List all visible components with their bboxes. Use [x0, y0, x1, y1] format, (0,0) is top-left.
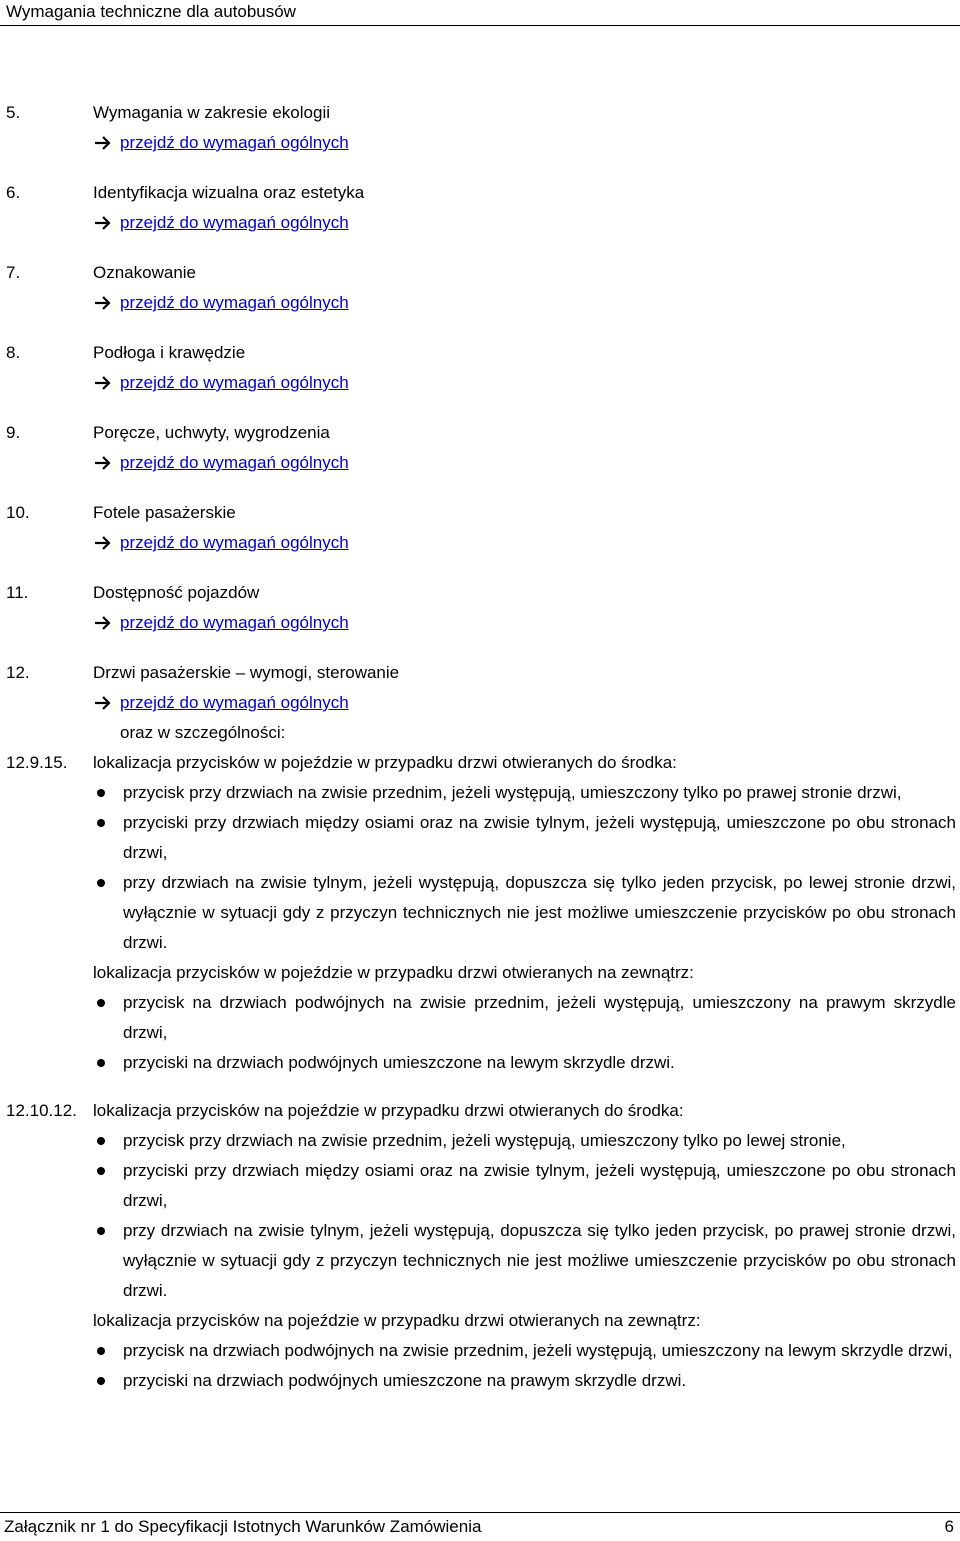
- general-requirements-link[interactable]: przejdź do wymagań ogólnych: [120, 693, 349, 712]
- general-requirements-link[interactable]: przejdź do wymagań ogólnych: [120, 293, 349, 312]
- general-requirements-link[interactable]: przejdź do wymagań ogólnych: [120, 533, 349, 552]
- list-item: przyciski na drzwiach podwójnych umieszczone na lewym skrzydle drzwi.: [0, 1048, 960, 1078]
- section-title: Poręcze, uchwyty, wygrodzenia: [93, 423, 330, 442]
- section-number: 9.: [6, 423, 21, 442]
- footer-text: Załącznik nr 1 do Specyfikacji Istotnych Warunków Zamówienia: [4, 1517, 482, 1536]
- section-12: [0, 658, 960, 748]
- section-note: oraz w szczególności:: [120, 723, 286, 742]
- section-11: [0, 578, 960, 638]
- requirement-12-10-12: [0, 1096, 960, 1396]
- bullet-icon: [97, 1137, 105, 1145]
- section-number: 12.: [6, 663, 30, 682]
- document-title: Wymagania techniczne dla autobusów: [6, 2, 296, 21]
- bullet-list: [0, 1126, 960, 1306]
- bullet-icon: [97, 999, 105, 1007]
- section-number: 11.: [6, 583, 29, 602]
- section-title: Podłoga i krawędzie: [93, 343, 246, 362]
- section-7: [0, 258, 960, 318]
- bullet-icon: [97, 819, 105, 827]
- bullet-icon: [97, 1167, 105, 1175]
- bullet-icon: [97, 879, 105, 887]
- requirement-intro: lokalizacja przycisków w pojeździe w przypadku drzwi otwieranych do środka:: [93, 753, 677, 772]
- list-item: przy drzwiach na zwisie tylnym, jeżeli występują, dopuszcza się tylko jeden przycisk, po prawej stronie drzwi, wyłącznie w sytuacji gdy z przyczyn technicznych nie jest możliwe umieszczenie przycisków po obu stronach drzwi.: [0, 1216, 960, 1306]
- list-item: przycisk przy drzwiach na zwisie przednim, jeżeli występują, umieszczony tylko po lewej stronie,: [0, 1126, 960, 1156]
- general-requirements-link[interactable]: przejdź do wymagań ogólnych: [120, 373, 349, 392]
- bullet-list: [0, 988, 960, 1078]
- bullet-icon: [97, 789, 105, 797]
- arrow-right-icon: [93, 448, 113, 478]
- bullet-icon: [97, 1227, 105, 1235]
- document-body: [0, 98, 960, 1396]
- general-requirements-link[interactable]: przejdź do wymagań ogólnych: [120, 453, 349, 472]
- bullet-icon: [97, 1377, 105, 1385]
- requirement-intro-outward: lokalizacja przycisków w pojeździe w przypadku drzwi otwieranych na zewnątrz:: [93, 963, 694, 982]
- section-title: Wymagania w zakresie ekologii: [93, 103, 331, 122]
- list-item: przy drzwiach na zwisie tylnym, jeżeli występują, dopuszcza się tylko jeden przycisk, po lewej stronie drzwi, wyłącznie w sytuacji gdy z przyczyn technicznych nie jest możliwe umieszczenie przycisków po obu stronach drzwi.: [0, 868, 960, 958]
- list-item: przycisk na drzwiach podwójnych na zwisie przednim, jeżeli występują, umieszczony na prawym skrzydle drzwi,: [0, 988, 960, 1048]
- general-requirements-link[interactable]: przejdź do wymagań ogólnych: [120, 213, 349, 232]
- requirement-number: 12.10.12.: [6, 1101, 77, 1120]
- bullet-list: [0, 778, 960, 958]
- requirement-intro: lokalizacja przycisków na pojeździe w przypadku drzwi otwieranych do środka:: [93, 1101, 684, 1120]
- arrow-right-icon: [93, 288, 113, 318]
- list-item: przycisk przy drzwiach na zwisie przednim, jeżeli występują, umieszczony tylko po prawej stronie drzwi,: [0, 778, 960, 808]
- arrow-right-icon: [93, 528, 113, 558]
- arrow-right-icon: [93, 208, 113, 238]
- section-title: Drzwi pasażerskie – wymogi, sterowanie: [93, 663, 400, 682]
- requirement-intro-outward: lokalizacja przycisków na pojeździe w przypadku drzwi otwieranych na zewnątrz:: [93, 1311, 701, 1330]
- section-number: 8.: [6, 343, 21, 362]
- general-requirements-link[interactable]: przejdź do wymagań ogólnych: [120, 133, 349, 152]
- requirement-12-9-15: [0, 748, 960, 1078]
- list-item: przyciski na drzwiach podwójnych umieszczone na prawym skrzydle drzwi.: [0, 1366, 960, 1396]
- list-item: przyciski przy drzwiach między osiami oraz na zwisie tylnym, jeżeli występują, umieszczone po obu stronach drzwi,: [0, 1156, 960, 1216]
- section-title: Identyfikacja wizualna oraz estetyka: [93, 183, 365, 202]
- section-number: 6.: [6, 183, 21, 202]
- bullet-list: [0, 1336, 960, 1396]
- section-number: 10.: [6, 503, 30, 522]
- section-8: [0, 338, 960, 398]
- section-title: Dostępność pojazdów: [93, 583, 260, 602]
- section-5: [0, 98, 960, 158]
- running-footer: [0, 1512, 960, 1541]
- section-10: [0, 498, 960, 558]
- section-number: 7.: [6, 263, 21, 282]
- arrow-right-icon: [93, 608, 113, 638]
- section-6: [0, 178, 960, 238]
- bullet-icon: [97, 1347, 105, 1355]
- general-requirements-link[interactable]: przejdź do wymagań ogólnych: [120, 613, 349, 632]
- section-number: 5.: [6, 103, 21, 122]
- section-title: Fotele pasażerskie: [93, 503, 236, 522]
- arrow-right-icon: [93, 688, 113, 718]
- running-header: [0, 0, 960, 26]
- section-9: [0, 418, 960, 478]
- arrow-right-icon: [93, 368, 113, 398]
- section-title: Oznakowanie: [93, 263, 197, 282]
- list-item: przycisk na drzwiach podwójnych na zwisie przednim, jeżeli występują, umieszczony na lewym skrzydle drzwi,: [0, 1336, 960, 1366]
- bullet-icon: [97, 1059, 105, 1067]
- requirement-number: 12.9.15.: [6, 753, 68, 772]
- list-item: przyciski przy drzwiach między osiami oraz na zwisie tylnym, jeżeli występują, umieszczone po obu stronach drzwi,: [0, 808, 960, 868]
- page-number: 6: [944, 1517, 954, 1536]
- arrow-right-icon: [93, 128, 113, 158]
